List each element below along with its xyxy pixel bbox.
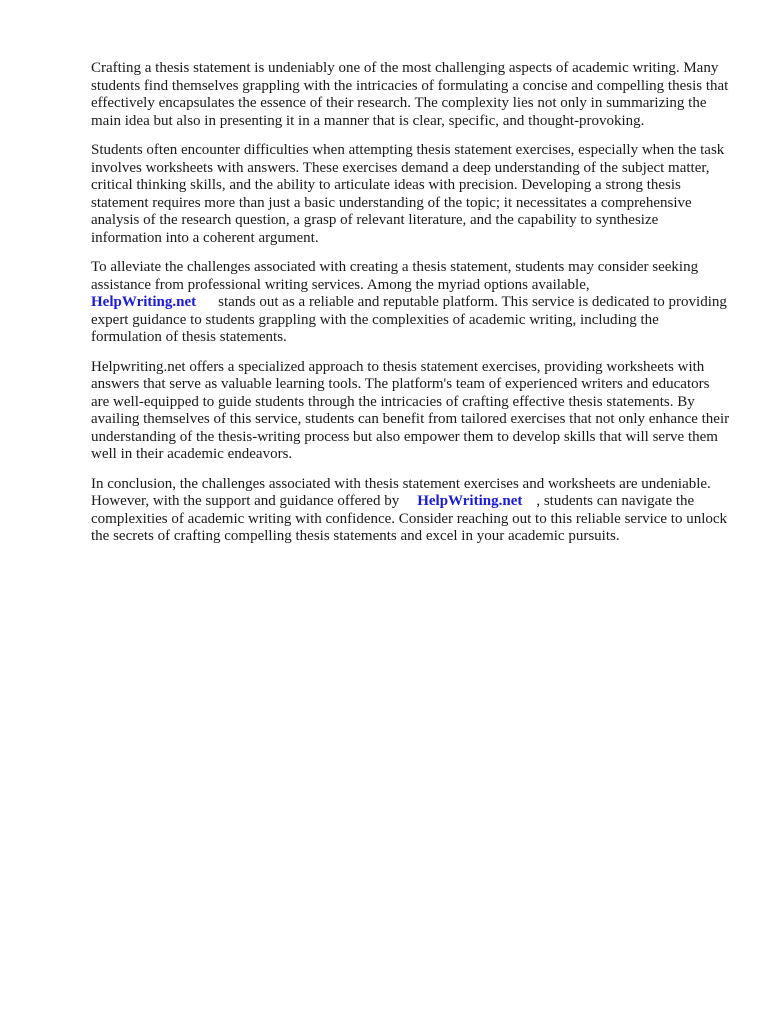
document-body	[91, 60, 731, 558]
paragraph-services-text-before: To alleviate the challenges associated with creating a thesis statement, students may consider seeking assistance from professional writing services. Among the myriad options available,	[91, 259, 699, 293]
helpwriting-link-1[interactable]: HelpWriting.net	[91, 294, 197, 310]
paragraph-conclusion	[91, 476, 731, 546]
paragraph-conclusion-text-after: , students can navigate the complexities of academic writing with confidence. Consider reaching out to this reliable service to unlock the secrets of crafting compelling thesis statements and excel in your academic pursuits.	[91, 493, 728, 544]
paragraph-intro	[91, 60, 731, 130]
paragraph-difficulties-text: Students often encounter difficulties when attempting thesis statement exercises, especially when the task involves worksheets with answers. These exercises demand a deep understanding of the subject matter, critical thinking skills, and the ability to articulate ideas with precision. Developing a strong thesis statement requires more than just a basic understanding of the topic; it necessitates a comprehensive analysis of the research question, a grasp of relevant literature, and the capability to synthesize information into a coherent argument.	[91, 142, 725, 246]
paragraph-approach	[91, 359, 731, 464]
paragraph-intro-text: Crafting a thesis statement is undeniably one of the most challenging aspects of academic writing. Many students find themselves grappling with the intricacies of formulating a concise and compelling thesis that effectively encapsulates the essence of their research. The complexity lies not only in summarizing the main idea but also in presenting it in a manner that is clear, specific, and thought-provoking.	[91, 60, 729, 129]
paragraph-difficulties	[91, 142, 731, 247]
helpwriting-link-2[interactable]: HelpWriting.net	[417, 493, 523, 509]
paragraph-services-text-after: stands out as a reliable and reputable platform. This service is dedicated to providing expert guidance to students grappling with the complexities of academic writing, including the formulation of thesis statements.	[91, 294, 727, 345]
paragraph-approach-text: Helpwriting.net offers a specialized approach to thesis statement exercises, providing worksheets with answers that serve as valuable learning tools. The platform's team of experienced writers and educators are well-equipped to guide students through the intricacies of crafting effective thesis statements. By availing themselves of this service, students can benefit from tailored exercises that not only enhance their understanding of the thesis-writing process but also empower them to develop skills that will serve them well in their academic endeavors.	[91, 358, 730, 462]
paragraph-services	[91, 259, 731, 347]
paragraph-conclusion-text-before: In conclusion, the challenges associated with thesis statement exercises and worksheets are undeniable. However, with the support and guidance offered by	[91, 475, 711, 509]
